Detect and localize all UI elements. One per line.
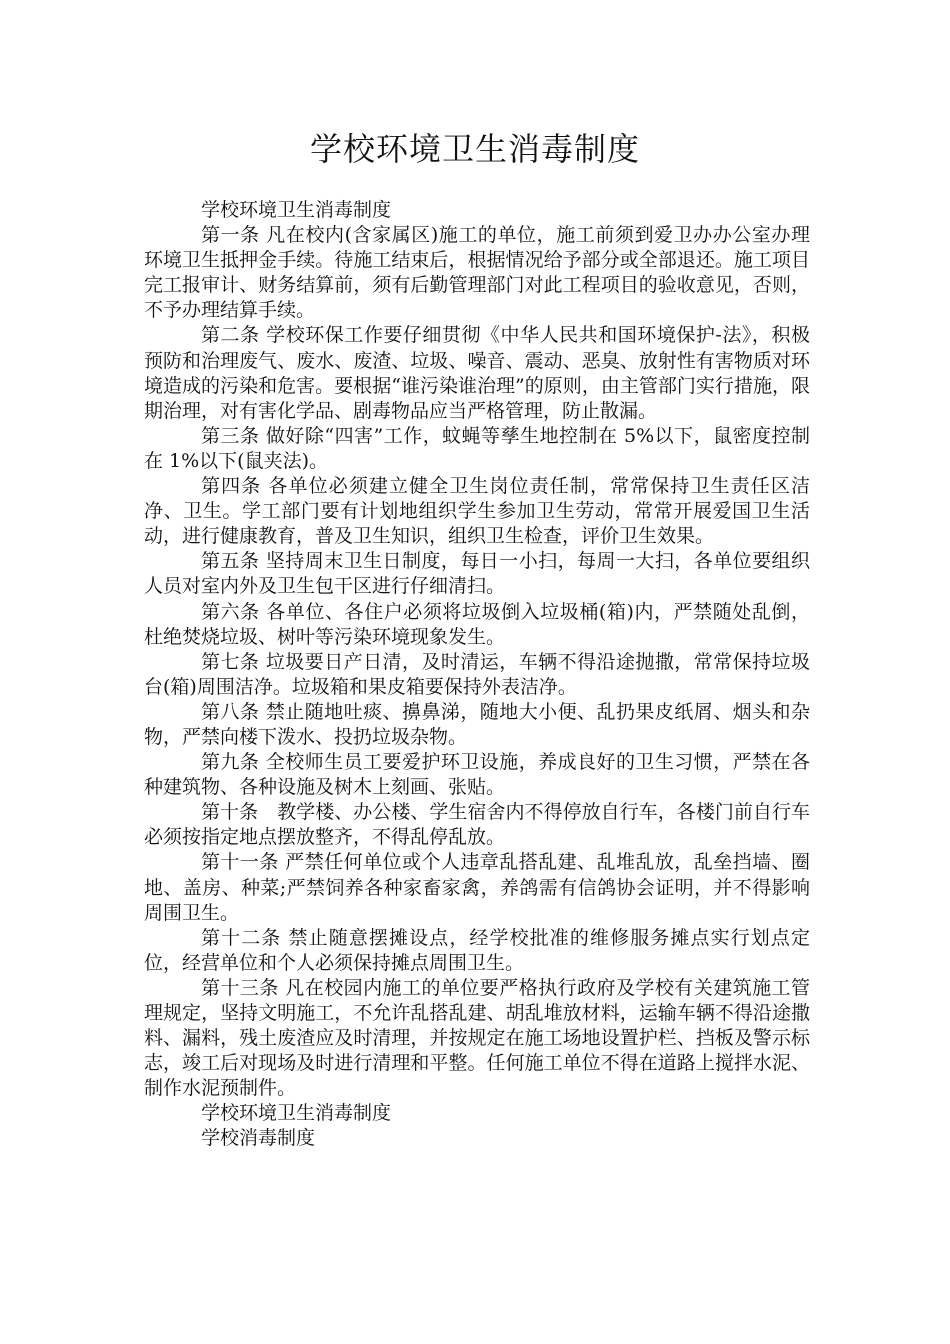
paragraph-article-11: 第十一条 严禁任何单位或个人违章乱搭乱建、乱堆乱放，乱垒挡墙、圈地、盖房、种菜;严禁饲养各种家畜家禽，养鸽需有信鸽协会证明，并不得影响周围卫生。	[144, 851, 810, 924]
paragraph-article-7: 第七条 垃圾要日产日清，及时清运，车辆不得沿途抛撒，常常保持垃圾台(箱)周围洁净。垃圾箱和果皮箱要保持外表洁净。	[144, 650, 810, 698]
paragraph-article-6: 第六条 各单位、各住户必须将垃圾倒入垃圾桶(箱)内，严禁随处乱倒，杜绝焚烧垃圾、树叶等污染环境现象发生。	[144, 600, 810, 648]
document-title: 学校环境卫生消毒制度	[309, 130, 640, 168]
paragraph-article-13: 第十三条 凡在校园内施工的单位要严格执行政府及学校有关建筑施工管理规定，坚持文明施工，不允许乱搭乱建、胡乱堆放材料，运输车辆不得沿途撒料、漏料，残土废渣应及时清理，并按规定在施工场地设置护栏、挡板及警示标志，竣工后对现场及时进行清理和平整。任何施工单位不得在道路上搅拌水泥、制作水泥预制件。	[144, 976, 810, 1100]
paragraph-article-9: 第九条 全校师生员工要爱护环卫设施，养成良好的卫生习惯，严禁在各种建筑物、各种设施及树木上刻画、张贴。	[144, 751, 810, 799]
document-body	[144, 198, 810, 1152]
paragraph-heading-repeat: 学校环境卫生消毒制度	[201, 199, 392, 221]
paragraph-article-12: 第十二条 禁止随意摆摊设点，经学校批准的维修服务摊点实行划点定位，经营单位和个人必须保持摊点周围卫生。	[144, 926, 810, 974]
paragraph-article-8: 第八条 禁止随地吐痰、擤鼻涕，随地大小便、乱扔果皮纸屑、烟头和杂物，严禁向楼下泼水、投扔垃圾杂物。	[144, 700, 810, 748]
paragraph-article-5: 第五条 坚持周末卫生日制度，每日一小扫，每周一大扫，各单位要组织人员对室内外及卫生包干区进行仔细清扫。	[144, 550, 810, 598]
paragraph-article-1: 第一条 凡在校内(含家属区)施工的单位，施工前须到爱卫办办公室办理环境卫生抵押金手续。待施工结束后，根据情况给予部分或全部退还。施工项目完工报审计、财务结算前，须有后勤管理部门对此工程项目的验收意见，否则，不予办理结算手续。	[144, 224, 810, 322]
paragraph-article-2: 第二条 学校环保工作要仔细贯彻《中华人民共和国环境保护-法》，积极预防和治理废气、废水、废渣、垃圾、噪音、震动、恶臭、放射性有害物质对环境造成的污染和危害。要根据“谁污染谁治理”的原则，由主管部门实行措施，限期治理，对有害化学品、剧毒物品应当严格管理，防止散漏。	[144, 324, 810, 422]
paragraph-article-3: 第三条 做好除“四害”工作，蚊蝇等孳生地控制在 5%以下，鼠密度控制在 1%以下(鼠夹法)。	[144, 424, 810, 472]
paragraph-section-heading: 学校环境卫生消毒制度	[201, 1102, 392, 1125]
paragraph-article-4: 第四条 各单位必须建立健全卫生岗位责任制，常常保持卫生责任区洁净、卫生。学工部门要有计划地组织学生参加卫生劳动，常常开展爱国卫生活动，进行健康教育，普及卫生知识，组织卫生检查，评价卫生效果。	[144, 475, 810, 548]
paragraph-disinfection-heading: 学校消毒制度	[201, 1127, 316, 1150]
paragraph-article-10: 第十条 教学楼、办公楼、学生宿舍内不得停放自行车，各楼门前自行车必须按指定地点摆放整齐，不得乱停乱放。	[144, 801, 810, 849]
